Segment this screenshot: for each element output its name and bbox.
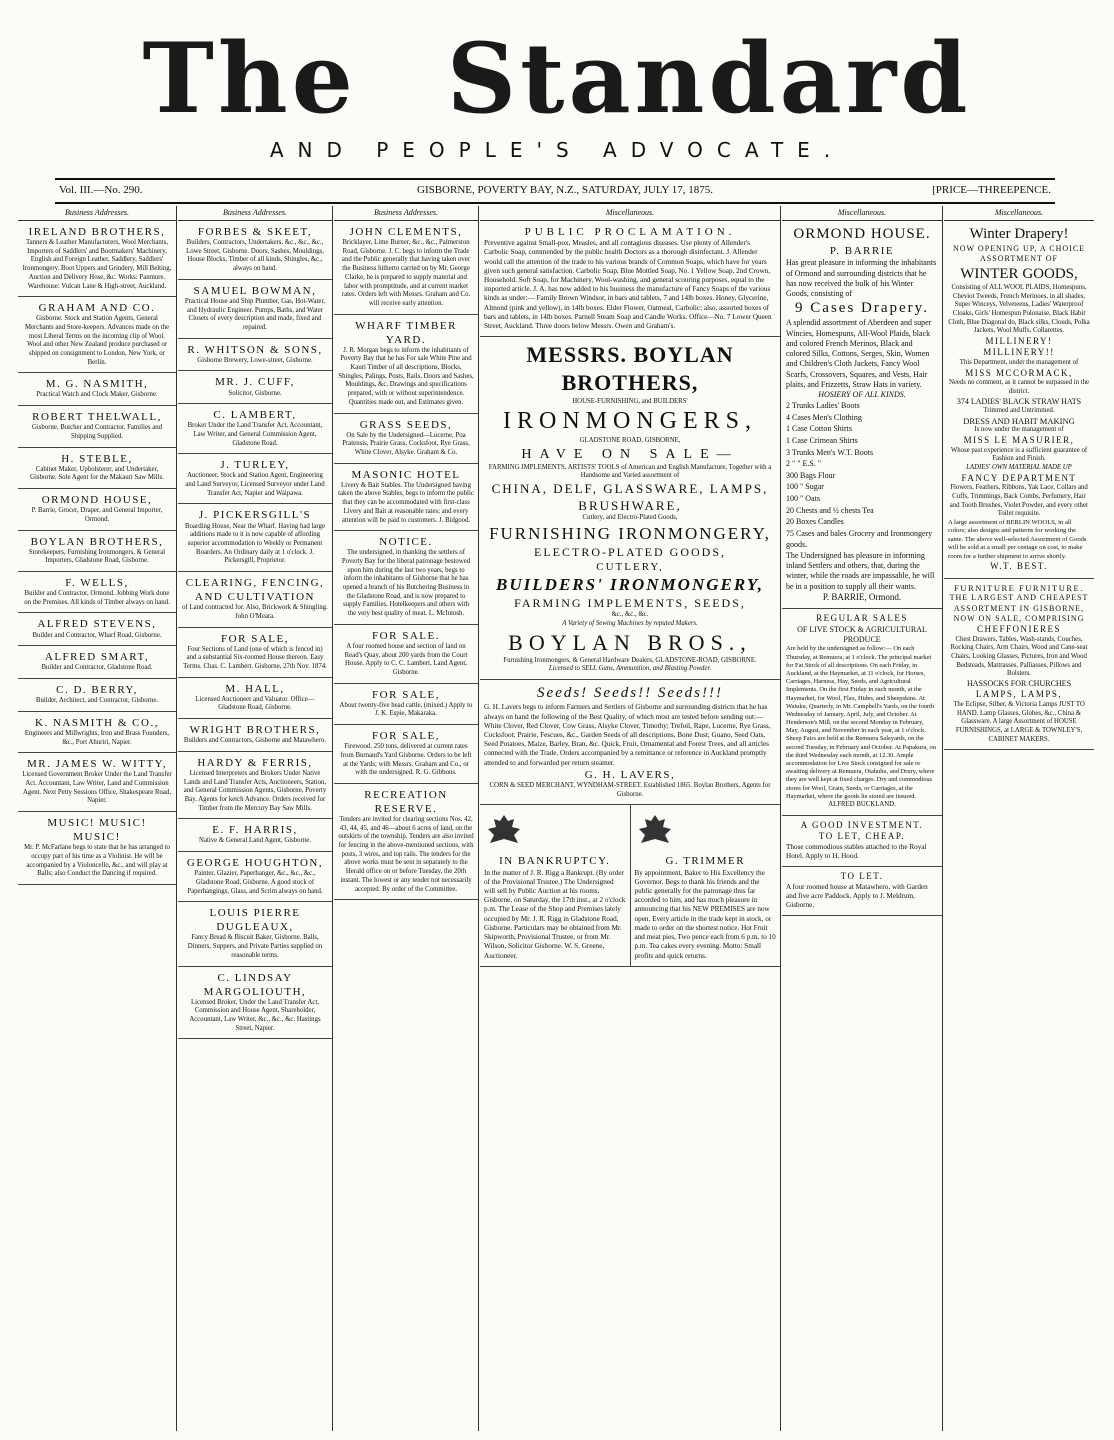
ad-body: Builder, Architect, and Contractor, Gisborne.: [35, 697, 159, 705]
ad-heading: K. NASMITH & CO.,: [35, 716, 159, 729]
furniture-ad: [944, 579, 1094, 751]
ad-body: Those commodious stables attached to the Royal Hotel. Apply to H. Hood.: [786, 842, 927, 860]
ad-list: [334, 221, 478, 900]
business-ad: [334, 464, 478, 532]
ad-heading: FORBES & SKEET,: [197, 226, 313, 238]
ad-heading: IRELAND BROTHERS,: [28, 226, 166, 238]
bankruptcy-ad: [480, 805, 631, 966]
business-ad: [178, 628, 332, 678]
ad-body: The Eclipse, Silber, & Victoria Lamps JUST TO HAND. Lamp Glasses, Globes, &c., China & Glassware. A large Assortment of HOUSE FURNISHINGS, at LARGE & TOWNLEY'S, CABINET MAKERS.: [953, 700, 1085, 743]
ad-heading: FOR SALE,: [372, 688, 440, 701]
cutlery-line: CUTLERY,: [596, 561, 664, 573]
ad-body: Native & General Land Agent, Gisborne.: [199, 837, 311, 845]
ad-heading: A GOOD INVESTMENT.: [800, 819, 924, 830]
column-5: [782, 206, 943, 1431]
ad-heading: GRASS SEEDS,: [359, 418, 453, 431]
proclamation-ad: [480, 221, 780, 337]
furnishing-line: FURNISHING IRONMONGERY,: [489, 523, 771, 543]
ad-body: Furnishing Ironmongers, & General Hardware Dealers, GLADSTONE-ROAD, GISBORNE.: [503, 656, 757, 664]
ad-body: P. Barrie, Grocer, Draper, and General Importer, Ormond.: [31, 507, 163, 523]
ad-body: Gisborne. Butcher and Contractor. Families and Shipping Supplied.: [31, 424, 163, 440]
ad-heading: MUSIC! MUSIC! MUSIC!: [47, 817, 147, 844]
ad-body: Solicitor, Gisborne.: [228, 389, 282, 397]
ad-heading: H. STEBLE,: [61, 452, 133, 465]
business-ad: [178, 678, 332, 719]
ad-heading: R. WHITSON & SONS,: [187, 343, 323, 356]
ad-body: Livery & Bait Stables. The Undersigned having taken the above Stables, begs to inform the public that they can be accommodated with first-class Livery and Bait at reasonable rates; and every attention will be paid to customers. J. Bidgood.: [338, 481, 474, 524]
business-ad: [178, 719, 332, 752]
ad-heading: BOYLAN BROTHERS,: [30, 535, 164, 548]
ad-body: Flowers, Feathers, Ribbons, Yak Lace, Collars and Cuffs, Trimmings, Back Combs, Perfumery, Hair and Tooth Brushes, Violet Powder, and every other Toilet requisite.: [949, 484, 1089, 518]
ad-body: A four roomed house and section of land on Read's Quay, about 200 yards from the Court House. Apply to C. C. Lambert, Land Agent, Gisborne.: [344, 642, 468, 676]
ad-name: P. BARRIE: [829, 245, 895, 258]
ad-body: The undersigned, in thanking the settlers of Poverty Bay for the liberal patronage bestowed upon him during the last two years, begs to inform the inhabitants of Gisborne that he has opened a branch of his Butchering Business in the Gladstone Road, and is now prepared to supply Families, Hotelkeepers and others with the very best quality of meat. L. McIntosh.: [341, 549, 471, 618]
columns: [18, 206, 1096, 1431]
ad-heading: MR. J. CUFF,: [215, 376, 295, 389]
column-2: [178, 206, 333, 1431]
ad-body: By appointment, Baker to His Excellency the Governor. Begs to thank his friends and the public generally for the patronage thus far accorded to him, and has much pleasure in announcing that his NEW PREMISES are now open. Every article in the trade kept in stock, or made to order on the shortest notice. Hot Fruit and meat pies, Two pence each from 6 p.m. to 10 p.m. Tea cakes every evening. Motto: Small profits and quick returns.: [634, 868, 776, 960]
royal-crest-icon: [484, 813, 524, 847]
ad-heading: C. D. BERRY,: [56, 683, 138, 696]
business-ad: [334, 221, 478, 315]
to-let-heading: TO LET, CHEAP.: [818, 831, 906, 842]
stock-list-item: 2 Trunks Ladies' Boots: [786, 401, 860, 411]
place-date: GISBORNE, POVERTY BAY, N.Z., SATURDAY, JULY 17, 1875.: [417, 184, 713, 196]
ad-body: Cutlery, and Electro-Plated Goods,: [582, 514, 678, 522]
ad-body: Needs no comment, as it cannot be surpassed in the district.: [948, 379, 1090, 395]
ad-subheading: HOUSE-FURNISHING, and BUILDERS': [572, 397, 688, 405]
ad-body: Preventive against Small-pox, Measles, and all contagious diseases. Use plenty of Allender's Carbolic Soap, commended by the public health Doctors as a thorough disinfectant. J. Allender would call the attention of the trade to his various brands of Common Soaps, which have for years given such general satisfaction. Carbolic Soap, Blue Mottled Soap, No. 1 Yellow Soap, 2nd Crown, Household. Soft Soap, for Machinery, Wool-washing, and general scouring purposes, equal to the imported article. J. A. has now added to his business the manufacture of Fancy Soaps of the various kinds as under:— Family Brown Windsor, in bars and tablets, 7 and 14lb boxes. Honey, Glycerine, Almond (pink and yellow), in 14lb boxes. Elder Flower, Oatmeal, Carbolic; also, assorted boxes of bars and tablets, in 14lb boxes. Parnell Steam Soap and Candle Works. Office—No. 7 Lower Queen Street, Auckland. Three doors below Messrs. Owen and Graham's.: [484, 239, 772, 331]
hassocks-heading: HASSOCKS FOR CHURCHES: [966, 679, 1072, 689]
ad-heading: G. TRIMMER: [665, 855, 746, 868]
title-left: The: [142, 22, 357, 135]
business-ad: [334, 784, 478, 900]
business-ad: [18, 812, 176, 885]
ad-heading: FOR SALE.: [372, 629, 440, 642]
column-head: Miscellaneous.: [782, 206, 942, 221]
ad-body: This Department, under the management of: [959, 359, 1079, 366]
business-ad: [334, 684, 478, 725]
investment-ad: [782, 816, 942, 867]
business-ad: [178, 504, 332, 572]
ad-heading: ALFRED SMART,: [44, 651, 150, 664]
business-ad: [18, 489, 176, 530]
stock-list-item: 3 Trunks Men's W.T. Boots: [786, 447, 874, 457]
etc-line: &c., &c., &c.: [611, 611, 649, 619]
mccormack-heading: MISS MCCORMACK,: [965, 367, 1073, 378]
stock-list-item: 20 Chests and ½ chests Tea: [786, 505, 874, 515]
ad-body: Tenders are invited for clearing sections Nos. 42, 43, 44, 45, and 46—about 6 acres of land, on the outskirts of the township. Tenders are also invited for fencing in the above-mentioned sections, with posts, 3 wires, and top rails. The tenders for the above works must be sent in separately to the Herald office on or before Tuesday, the 20th instant. The lowest or any tender not necessarily accepted. By order of the Committee.: [338, 816, 474, 893]
business-ad: [18, 679, 176, 712]
dateline: [55, 178, 1055, 204]
ad-heading: F. WELLS,: [65, 576, 129, 589]
stock-list-item: 1 Case Cotton Shirts: [786, 424, 853, 434]
ad-heading: TO LET.: [840, 871, 884, 882]
business-ad: [18, 613, 176, 646]
millinery-heading: MILLINERY! MILLINERY!!: [983, 335, 1055, 358]
ad-body: About twenty-five head cattle, (mixed.) Apply to J. K. Espie, Makaraka.: [339, 701, 473, 718]
ad-body: Bricklayer, Lime Burner, &c., &c., Palmerston Road, Gisborne. J. C. begs to inform the Trade and the Public generally that having taken over the Business hitherto carried on by Mr. George Clarke, he is prepared to supply material and labor with promptitude, and at current market rates. Orders left with Messrs. Graham and Co. will receive early attention.: [341, 239, 471, 307]
business-ad: [334, 414, 478, 464]
ad-body: Licensed Auctioneer and Valuator. Office—Gladstone Road, Gisborne.: [195, 695, 315, 712]
cheffonieres-heading: CHEFFONIERES: [976, 624, 1061, 635]
ad-body: Engineers and Millwrights, Iron and Brass Founders, &c., Port Ahuriri, Napier.: [24, 729, 170, 746]
business-ad: [178, 902, 332, 966]
seeds-ad: [480, 680, 780, 805]
china-line: CHINA, DELF, GLASSWARE, LAMPS, BRUSHWARE,: [491, 480, 769, 513]
regular-sales-ad: [782, 609, 942, 815]
ad-body: A large assortment of BERLIN WOOLS, in all colors; also designs and patterns for working the same. The above well-selected Assortment of Goods will be sold at a small per centage on cost, to make room for a further shipment to arrive shortly.: [948, 518, 1087, 560]
business-ad: [334, 531, 478, 625]
ad-heading: GRAHAM AND CO.: [38, 302, 156, 315]
ad-body: Practical House and Ship Plumber, Gas, Hot-Water, and Hydraulic Engineer. Pumps, Baths, and Water Closets of every description and made, fixed and repaired.: [184, 297, 326, 331]
column-3: [334, 206, 479, 1431]
masurier-heading: MISS LE MASURIER,: [963, 435, 1075, 446]
ad-heading: MESSRS. BOYLAN BROTHERS,: [526, 342, 734, 396]
ad-heading: Seeds! Seeds!! Seeds!!!: [537, 685, 723, 702]
ad-heading: E. F. HARRIS,: [212, 824, 298, 837]
ad-body: Four Sections of Land (one of which is fenced in) and a substantial Six-roomed House thereon. Easy Terms. Chas. C. Lambert. Gisborne, 27th Nov. 1874.: [183, 645, 327, 670]
ad-heading: M. G. NASMITH,: [45, 378, 149, 391]
ad-heading: FOR SALE,: [372, 730, 440, 743]
ad-subheading: NOW OPENING UP, A CHOICE ASSORTMENT OF: [952, 244, 1086, 264]
stock-list: [786, 400, 938, 551]
column-1: [18, 206, 177, 1431]
stock-list-item: 100 " Oats: [786, 494, 820, 504]
ad-heading: J. PICKERSGILL'S: [198, 509, 312, 522]
ad-body: Licensed Interpreters and Brokers Under Native Lands and Land Transfer Acts, Auctioneers, Station, and General Commission Agents, Gisborne, Poverty Bay. Agents for ketch Advance. Orders received for Timber from the Mercury Bay Saw Mills.: [183, 769, 327, 812]
ad-heading: ROBERT THELWALL,: [32, 411, 162, 424]
ormond-house-ad: [782, 221, 942, 609]
have-on-sale: HAVE ON SALE—: [521, 446, 739, 462]
winter-goods-heading: WINTER GOODS,: [960, 265, 1078, 282]
business-ad: [18, 572, 176, 613]
ad-body: Auctioneer, Stock and Station Agent, Engineering and Land Surveyor, Licensed Surveyor under Land Transfer Act, Napier and Waipawa.: [185, 472, 325, 497]
ad-list: [178, 221, 332, 1039]
ad-body: J. R. Morgan begs to inform the inhabitants of Poverty Bay that he has For sale White Pine and Kauri Timber of all descriptions, Blocks, Shingles, Palings, Posts, Rails, Doors and Sashes, Mouldings, &c. Drawings and specifications prepared, with or without superintendence. Quantities made out, and Estimates given.: [338, 346, 474, 406]
sewing-line: A Variety of Sewing Machines by reputed Makers.: [562, 619, 698, 627]
ad-heading: GEORGE HOUGHTON,: [186, 857, 324, 870]
electroplated-line: ELECTRO-PLATED GOODS,: [534, 544, 726, 559]
ad-heading: LOUIS PIERRE DUGLEAUX,: [209, 907, 301, 934]
ad-body: Tanners & Leather Manufacturers, Wool Merchants, Importers of Saddlers' and Bootmakers' Machinery, English and Foreign Leather, Saddlery, Saddlers' Ironmongery. Boot Uppers and Grindery, Mill Belting, Auction and Delivery Hose, &c. Works: Panmure. Warehouse: Vulcan Lane & High-street, Auckland.: [22, 239, 172, 290]
ad-heading: PUBLIC PROCLAMATION.: [524, 226, 736, 238]
stock-list-item: 20 Boxes Candles: [786, 517, 844, 527]
ad-heading: IN BANKRUPTCY.: [499, 855, 611, 868]
ad-heading: WHARF TIMBER YARD.: [355, 319, 457, 346]
ad-body: Mr. P. McFarlane begs to state that he has arranged to occupy part of his time as a Violinist. He will be accompanied by a Violoncello, &c., and will play at Balls; also Conduct the Dancing if required.: [24, 844, 170, 878]
column-head: Business Addresses.: [18, 206, 176, 221]
ad-heading: Winter Drapery!: [969, 226, 1069, 242]
ad-signature: P. BARRIE, Ormond.: [822, 591, 902, 602]
lavers-heading: G. H. LAVERS,: [584, 768, 676, 781]
ad-heading: WRIGHT BROTHERS,: [189, 724, 321, 737]
column-head: Miscellaneous.: [480, 206, 780, 221]
ad-body: Whose past experience is a sufficient guarantee of Fashion and Finish.: [950, 446, 1088, 463]
ad-heading: RECREATION RESERVE.: [364, 788, 448, 815]
ad-heading: C. LINDSAY MARGOLIOUTH,: [203, 971, 307, 998]
license-line: Licensed to SELL Guns, Ammunition, and Blasting Powder.: [548, 665, 712, 673]
column-head: Business Addresses.: [334, 206, 478, 221]
stock-list-item: 100 " Sugar: [786, 482, 824, 492]
ad-heading: REGULAR SALES: [816, 613, 908, 624]
stock-list-item: 300 Bags Flour: [786, 470, 836, 480]
business-ad: [178, 371, 332, 404]
ad-address: GLADSTONE ROAD, GISBORNE,: [579, 436, 681, 444]
business-ad: [178, 454, 332, 504]
ad-list: [18, 221, 176, 885]
business-ad: [18, 531, 176, 572]
ad-heading: C. LAMBERT,: [213, 409, 297, 422]
ad-heading: JOHN CLEMENTS,: [349, 226, 463, 238]
ad-body: In the matter of J. R. Rigg a Bankrupt. (By order of the Provisional Trustee.) The Undersigned will sell by Public Auction at his rooms, Gisborne, on Saturday, the 17th inst., at 2 o'clock p.m. The Lease of the Shop and Premises lately occupied by Mr. J. R. Rigg in Gladstone Road, Gisborne. Particulars may be obtained from Mr. Skipworth, Provisional Trustee, or from Mr. Wilson, Solicitor Gisborne. W. S. Greene, Auctioneer.: [484, 868, 626, 960]
bottom-row: [480, 805, 780, 966]
ad-body: A four roomed house at Matawhero, with Garden and five acre Paddock. Apply to J. Meldrum, Gisborne.: [786, 882, 928, 910]
title-right: Standard: [446, 22, 972, 135]
business-ad: [18, 373, 176, 406]
dress-heading: DRESS AND HABIT MAKING: [963, 415, 1075, 426]
ad-body: Are held by the undersigned as follow:— On each Thursday, at Remuera, at 1 o'clock. The principal market for Fat Stock of all descriptions. On each Friday, in Auckland, at the Haymarket, at 11 o'clock, for Horses, Carriages, Harness, Hay, Seeds, and Agricultural Implements. On the first Friday in each month, at the Haymarket, for Wool, Flax, Hides, and Sheepskins. At Waiuku, Quarterly, in Mr. Campbell's Yards, on the fourth Wednesday of January, April, July, and October. At Henderson's Mill, on the second Monday in February, May, August, and November in each year, at 1 o'clock. Sheep Fairs are held at the Remuera Saleyards, on the second Tuesday, in February and October. At Papakura, on the third Wednesday each month, at 12.30. Ample accommodation for Live Stock consigned for sale or awaiting delivery at Remuera, Otahuhu, and Drury, where they are well kept at fixed charges. Dry and commodious stores for Wool, Grain, Seeds, or Carriages, at the Haymarket, where the goods lie stored are insured.: [786, 645, 936, 800]
lavers-body: CORN & SEED MERCHANT, WYNDHAM-STREET. Established 1865. Boylan Brothers, Agents for Gisborne.: [489, 781, 771, 798]
ad-body: Painter, Glazier, Paperhanger, &c., &c., &c., Gladstone Road, Gisborne. A good stock of Paperhangings, Glass, and Scrim always on hand.: [187, 870, 323, 895]
stock-list-item: 4 Cases Men's Clothing: [786, 412, 862, 422]
ad-body: Practical Watch and Clock Maker, Gisborne.: [36, 391, 158, 399]
business-ad: [18, 297, 176, 373]
farming-line: FARMING IMPLEMENTS, SEEDS,: [514, 595, 746, 610]
ad-body: On Sale by the Undersigned—Lucerne, Poa Pratensis, Prairie Grass, Cocksfoot, Rye Grass, White Clover, Alsyke. Graham & Co.: [342, 431, 470, 456]
business-ad: [18, 646, 176, 679]
ad-body: Builder and Contractor, Gladstone Road.: [41, 664, 153, 672]
business-ad: [178, 280, 332, 339]
ad-heading: HARDY & FERRIS,: [197, 756, 313, 769]
ironmongers-heading: IRONMONGERS,: [502, 408, 757, 435]
boylan-brothers-ad: [480, 337, 780, 680]
ad-subheading: OF LIVE STOCK & AGRICULTURAL PRODUCE: [797, 624, 927, 645]
business-ad: [18, 753, 176, 812]
business-ad: [178, 572, 332, 628]
ad-heading: MR. JAMES W. WITTY,: [27, 758, 167, 771]
ad-body: Is now under the management of: [974, 426, 1064, 434]
boylan-bros-heading: BOYLAN BROS.,: [508, 629, 752, 655]
column-head: Business Addresses.: [178, 206, 332, 221]
column-6: [944, 206, 1094, 1431]
fancy-heading: FANCY DEPARTMENT: [961, 472, 1077, 483]
ad-body: Builder and Contractor, Wharf Road, Gisborne.: [32, 631, 162, 639]
business-ad: [178, 404, 332, 454]
own-material-heading: LADIES' OWN MATERIAL MADE UP: [966, 463, 1072, 471]
ad-heading: FOR SALE,: [221, 632, 289, 645]
ad-signature: ALFRED BUCKLAND.: [828, 800, 896, 808]
builders-line: BUILDERS' IRONMONGERY,: [496, 575, 764, 595]
ad-body: Chest Drawers, Tables, Wash-stands, Couches, Rocking Chairs, Arm Chairs, Wood and Cane-seat Chairs, Looking Glasses, Pictures, Iron and Wood Bedsteads, Mattrasses, Palliasses, Pillows and Bolsters.: [950, 635, 1088, 678]
ad-body: Has great pleasure in informing the inhabitants of Ormond and surrounding districts that he has now received the bulk of his Winter Goods, consisting of: [786, 258, 937, 298]
ad-body: Firewood. 250 tons, delivered at current rates from Burnand's Yard Gisborne. Orders to be left at the Yards; with Messrs. Graham and Co., or with the undersigned. R. G. Gibbons.: [340, 743, 472, 777]
column-head: Miscellaneous.: [944, 206, 1094, 221]
ad-heading: MASONIC HOTEL: [351, 468, 461, 481]
ad-body: Boarding House, Near the Wharf. Having had large additions made to it is now capable of affording superior accommodation to Weekly or Permanent Boarders. An Ordinary daily at 1 o'clock. J. Pickersgill, Proprietor.: [185, 522, 325, 565]
business-ad: [178, 752, 332, 820]
ad-heading: ORMOND HOUSE.: [793, 226, 931, 242]
stock-list-item: 1 Case Crimean Shirts: [786, 436, 858, 446]
to-let-ad: [782, 867, 942, 916]
ad-body: Licensed Broker, Under the Land Transfer Act, Commission and House Agent, Shareholder, Accountant, Law Writer, &c., &c., &c. Hastings Street, Napier.: [189, 998, 321, 1032]
stock-list-item: 75 Cases and bales Grocery and Ironmongery goods.: [786, 528, 933, 550]
masthead-title: [0, 22, 1114, 135]
ad-body: Gisborne. Stock and Station Agents, General Merchants and Store-keepers. Advances made on the most Liberal Terms on the incoming clip of Wool. Wool and other New Zealand produce purchased or shipped on consignment to London, New York, or Berlin.: [24, 315, 169, 366]
business-ad: [178, 967, 332, 1040]
ad-heading: M. HALL,: [225, 682, 285, 695]
business-ad: [334, 315, 478, 414]
lamps-heading: LAMPS, LAMPS,: [975, 689, 1063, 700]
ad-signature: W.T. BEST.: [990, 561, 1048, 572]
ad-heading: CLEARING, FENCING, AND CULTIVATION: [185, 576, 325, 604]
ad-body: G. H. Lavers begs to inform Farmers and Settlers of Gisborne and surrounding districts that he has always on hand the following of the Best Quality, of which most are tested before sending out:— White Clover, Red Clover, Cow Grass, Alsyke Clover, Timothy; Trefoil, Rape, Lucerne, Rye Grass, Cocksfoot; Prairie, Fescues, &c., Garden Seeds of all descriptions, Bone Dust; Guano, Seed Oats, Seed Potatoes, Maize, Barley, Bran, &c. Quick, Fruit, Ornamental and Forest Trees, and all articles connected with the Trade. Orders accompanied by a remittance or reference in Auckland promptly attended to and forwarded per return steamer.: [484, 703, 771, 767]
drapery-heading: 9 Cases Drapery.: [795, 300, 929, 317]
ad-subheading: THE LARGEST AND CHEAPEST ASSORTMENT IN GISBORNE, NOW ON SALE, COMPRISING: [949, 593, 1089, 623]
ad-body: Storekeepers, Furnishing Ironmongers, & General Importers, Gladstone Road, Gisborne.: [28, 548, 166, 565]
masthead: [0, 0, 1114, 176]
ad-heading: NOTICE.: [379, 536, 433, 549]
business-ad: [334, 625, 478, 684]
ad-body: Gisborne Brewery, Lowe-street, Gisborne.: [197, 356, 313, 364]
ad-body: FARMING IMPLEMENTS, ARTISTS' TOOLS of American and English Manufacture, Together with a Handsome and Varied assortment of: [488, 463, 772, 480]
ad-body: Broker Under the Land Transfer Act, Accountant, Law Writer, and General Commission Agent, Gladstone Road.: [187, 422, 323, 447]
business-ad: [18, 221, 176, 297]
ad-body: Builder and Contractor, Ormond. Jobbing Work done on the Premises. All kinds of Timber always on hand.: [24, 590, 170, 606]
stock-list-item: 2 " " E.S. ": [786, 459, 822, 469]
hosiery-heading: HOSIERY OF ALL KINDS.: [818, 390, 906, 400]
royal-crest-icon: [635, 813, 675, 847]
ad-body: Builders and Contractors, Gisborne and Matawhero.: [183, 737, 327, 745]
ad-body: Builders, Contractors, Undertakers, &c., &c., &c., Lowe Street, Gisborne. Doors, Sashes, Mouldings, House Blocks, Timber of all kinds, Shingles, &c., always on hand.: [186, 239, 324, 273]
column-4: [480, 206, 781, 1431]
ad-heading: J. TURLEY,: [220, 459, 290, 472]
ad-heading: FURNITURE FURNITURE.: [954, 582, 1084, 593]
ad-heading: ORMOND HOUSE,: [41, 494, 153, 507]
price: [PRICE—THREEPENCE.: [932, 184, 1051, 196]
trimmer-ad: [631, 805, 781, 966]
business-ad: [178, 339, 332, 372]
ad-heading: ALFRED STEVENS,: [37, 618, 157, 631]
business-ad: [18, 448, 176, 489]
masthead-subtitle: AND PEOPLE'S ADVOCATE.: [269, 138, 845, 162]
business-ad: [178, 852, 332, 902]
volume-number: Vol. III.—No. 290.: [59, 184, 143, 196]
ad-heading: SAMUEL BOWMAN,: [193, 284, 317, 297]
ad-body: Licensed Government Broker Under the Land Transfer Act. Accountant, Law Writer, Land and Commission Agent. Next Petty Sessions Office, Shakespeare Road, Napier.: [22, 771, 172, 805]
business-ad: [178, 221, 332, 280]
winter-drapery-ad: [944, 221, 1094, 579]
business-ad: [18, 712, 176, 753]
ad-body: The Undersigned has pleasure in informing inland Settlers and others, that, during the winter, while the roads are impassable, he will be in a position to supply all their wants.: [786, 550, 935, 591]
ad-body: Consisting of ALL WOOL PLAIDS, Homespuns, Cheviot Tweeds, French Merinoes, in all shades, Super Winceys, Velveteens, Ladies' Waterproof Cloaks, Girls' Homespun Polonaise, Black Habit Cloth, Blue Diagonal do, Black silks, Clouds, Polka Jackets, Wool Muffs, Collarettes.: [948, 283, 1090, 335]
ad-body: Cabinet Maker, Upholsterer, and Undertaker, Gisborne. Sole Agent for the Makauri Saw Mills.: [30, 465, 164, 482]
business-ad: [18, 406, 176, 447]
ad-body: Fancy Bread & Biscuit Baker, Gisborne. Balls, Dinners, Suppers, and Private Parties supplied on reasonable terms.: [187, 934, 323, 959]
ad-body: of Land contracted for. Also, Brickwork & Shingling. John O'Meara.: [182, 604, 328, 620]
ad-body: A splendid assortment of Aberdeen and super Wincies, Homespuns, All-Wool Plaids, black and colored French Merinos, Black and colored Silks, Cottons, Serges, Skin, Women and Children's Cloth Jackets, Fancy Wool Scarfs, Crossovers, Squares, and Vests, Hair plaits, and Frizzetts, Straw Hats in variety.: [786, 318, 932, 389]
ad-body: Trimmed and Untrimmed.: [983, 406, 1055, 414]
business-ad: [178, 819, 332, 852]
business-ad: [334, 725, 478, 784]
hats-heading: 374 LADIES' BLACK STRAW HATS: [956, 396, 1082, 406]
